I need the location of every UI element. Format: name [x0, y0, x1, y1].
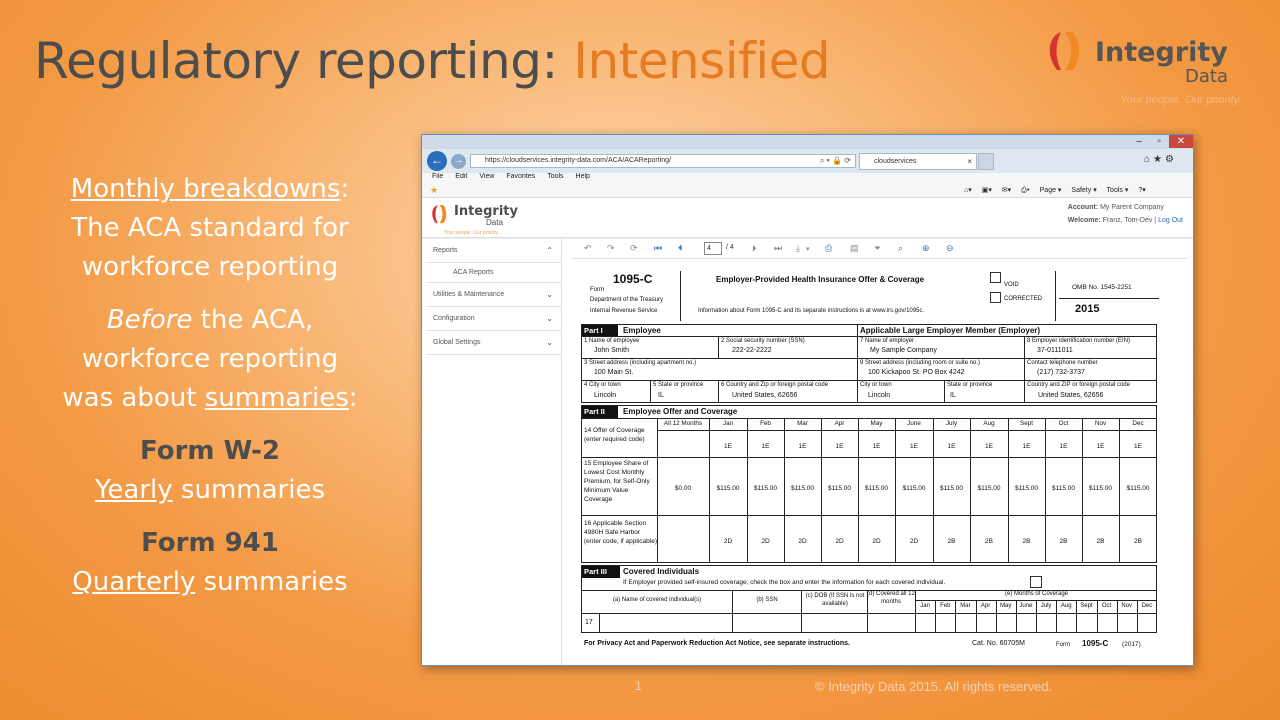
part2-heading: Employee Offer and Coverage — [623, 407, 738, 416]
grid-line — [867, 590, 868, 633]
f2-value: 222-22-2222 — [732, 347, 772, 354]
row15-label: 15 Employee Share of Lowest Cost Monthly Premium, for Self-Only Minimum Value Coverage — [584, 460, 650, 503]
part3-note: If Employer provided self-insured coverage, check the box and enter the information for each covered individual. — [623, 579, 946, 586]
form-info: Information about Form 1095-C and its separate instructions is at www.irs.gov/1095c. — [698, 308, 925, 314]
row16-cell: 2D — [872, 538, 881, 545]
month-header: Sept — [1020, 420, 1033, 427]
yearly-line — [40, 471, 380, 510]
sidebar — [426, 239, 562, 666]
form-941-heading: Form 941 — [141, 528, 279, 558]
row16-cell: 2D — [723, 538, 733, 545]
filter-icon[interactable]: ⏷ — [874, 243, 882, 253]
minimize-button[interactable]: – — [1136, 136, 1142, 147]
sidebar-item-utilities[interactable] — [426, 283, 561, 307]
f13-value: United States, 62656 — [1038, 392, 1104, 399]
f4-label: 4 City or town — [584, 382, 621, 388]
row14-cell: 1E — [985, 443, 993, 450]
f11-value: Lincoln — [868, 392, 891, 399]
f6-value: United States, 62656 — [732, 392, 798, 399]
row15-cell: $0.00 — [674, 485, 692, 492]
logo-sub: Data — [1185, 66, 1228, 87]
row14-cell: 1E — [872, 443, 881, 450]
row14-label: 14 Offer of Coverage (enter required code) — [584, 427, 645, 443]
address-row — [422, 149, 1193, 173]
mail-icon[interactable]: ✉▾ — [1001, 187, 1012, 194]
colon: : — [348, 383, 358, 413]
f11-label: City or town — [860, 382, 892, 388]
print-icon[interactable]: ⎙▾ — [1021, 187, 1030, 194]
sidebar-item-label: Configuration — [433, 315, 475, 322]
corrected-checkbox[interactable] — [990, 292, 1001, 303]
close-tab-icon[interactable]: × — [967, 157, 972, 166]
p3-month-header: Mar — [960, 603, 971, 609]
p3-month-header: Sept — [1080, 603, 1093, 609]
f10-value: (217) 732-3737 — [1037, 369, 1085, 376]
zoom-out-icon[interactable]: ⊖ — [946, 243, 954, 253]
home-dropdown-icon[interactable]: ⌂▾ — [964, 187, 972, 194]
grid-line — [599, 613, 600, 633]
grid-line — [581, 515, 1157, 516]
part1-badge: Part I — [582, 325, 618, 337]
app-header — [422, 198, 1193, 238]
p3c-header: (c) DOB (If SSN is not available) — [805, 593, 865, 607]
close-button[interactable]: ✕ — [1169, 135, 1193, 148]
month-header: July — [945, 420, 958, 427]
feeds-icon[interactable]: ▣▾ — [981, 187, 992, 194]
row16-cell: 2D — [835, 538, 844, 545]
row14-cell: 1E — [724, 443, 732, 450]
p3-month-header: June — [1019, 603, 1033, 609]
footer-form-number: 1095-C — [1082, 639, 1109, 648]
app-logo-sub: Data — [486, 218, 503, 227]
row14-cell: 1E — [947, 443, 956, 450]
f5-label: 5 State or province — [653, 382, 704, 388]
part3-heading: Covered Individuals — [623, 567, 700, 576]
refresh-icon[interactable]: ⟳ — [630, 243, 638, 253]
forward-button[interactable]: → — [451, 154, 466, 169]
colon: : — [340, 174, 350, 204]
new-tab-button[interactable] — [978, 153, 994, 170]
left-line-2: The ACA standard for — [71, 213, 349, 243]
account-label: Account: — [1067, 204, 1099, 211]
p3-month-header: May — [1000, 603, 1012, 609]
row14-cell: 1E — [1022, 443, 1031, 450]
menu-help[interactable]: Help — [575, 173, 590, 180]
row16-label: 16 Applicable Section 4980H Safe Harbor (enter code, if applicable) — [584, 520, 657, 545]
account-value: My Parent Company — [1100, 204, 1164, 211]
f9-value: 100 Kickapoo St. PO Box 4242 — [868, 369, 965, 376]
f2-label: 2 Social security number (SSN) — [721, 338, 805, 344]
left-line-3: workforce reporting — [81, 252, 339, 282]
form-w2-heading: Form W-2 — [140, 436, 280, 466]
month-header: Jan — [722, 420, 734, 427]
p3-month-header: Oct — [1101, 603, 1112, 609]
logo-tagline: Your people. Our priority. — [1120, 94, 1242, 106]
logout-link[interactable]: Log Out — [1158, 217, 1183, 224]
menu-tools[interactable]: Tools — [547, 173, 564, 180]
menu-file[interactable]: File — [432, 173, 444, 180]
f3-label: 3 Street address (including apartment no.) — [584, 360, 697, 366]
part1-employee-heading: Employee — [623, 326, 661, 335]
chevron-down-icon: ⌄ — [546, 338, 553, 347]
month-header: All 12 Months — [663, 420, 703, 427]
p3-month-header: July — [1040, 603, 1052, 609]
row14-cell: 1E — [1059, 443, 1068, 450]
command-bar — [422, 184, 1193, 198]
row15-cell: $115.00 — [977, 485, 1001, 492]
form-label: Form — [590, 287, 604, 293]
logo-name: Integrity — [1095, 37, 1228, 68]
row16-cell: 2B — [1059, 538, 1068, 545]
left-text-block — [40, 170, 380, 602]
part3-badge: Part III — [582, 566, 620, 578]
privacy-notice: For Privacy Act and Paperwork Reduction Act Notice, see separate instructions. — [584, 640, 850, 647]
row14-cell: 1E — [1134, 443, 1142, 450]
f5-value: IL — [658, 392, 664, 399]
row15-cell: $115.00 — [1014, 485, 1038, 492]
sidebar-item-reports[interactable] — [426, 239, 561, 263]
f8-label: 8 Employer identification number (EIN) — [1027, 338, 1131, 344]
row15-cell: $115.00 — [716, 485, 740, 492]
month-header: Nov — [1094, 420, 1107, 427]
grid-line — [581, 457, 1157, 458]
maximize-button[interactable]: ▫ — [1157, 136, 1161, 147]
row15-cell: $115.00 — [1051, 485, 1075, 492]
toolbar-icons — [1144, 154, 1177, 165]
p3-month-header: Apr — [980, 603, 991, 609]
sidebar-item-global-settings[interactable] — [426, 331, 561, 355]
first-page-icon[interactable]: ⏮ — [654, 243, 663, 253]
sidebar-item-aca-reports[interactable]: ACA Reports — [426, 263, 561, 283]
row14-cell: 1E — [910, 443, 918, 450]
left-line-6 — [40, 379, 380, 418]
row15-cell: $115.00 — [790, 485, 814, 492]
void-checkbox[interactable] — [990, 272, 1001, 283]
save-icon[interactable]: ⤓ — [796, 243, 800, 253]
pdf-toolbar — [572, 239, 1187, 259]
settings-gear-icon[interactable]: ⚙ — [1165, 154, 1177, 165]
grid-line — [732, 590, 733, 633]
browser-window — [421, 134, 1194, 666]
month-header: Feb — [760, 420, 771, 427]
last-page-icon[interactable]: ⏭ — [774, 243, 783, 253]
sidebar-item-label: Utilities & Maintenance — [433, 291, 505, 298]
app-body — [422, 239, 1193, 666]
copyright: © Integrity Data 2015. All rights reserved. — [815, 679, 1053, 694]
tab-title: cloudservices — [874, 158, 917, 165]
p3d-header: (d) Covered all 12 months — [867, 591, 915, 605]
row14-cell: 1E — [1096, 443, 1105, 450]
row15-cell: $115.00 — [902, 485, 926, 492]
sidebar-item-label: Reports — [433, 247, 458, 254]
slide-title — [34, 32, 830, 90]
tools-menu[interactable]: Tools ▾ — [1106, 187, 1129, 194]
title-accent: Intensified — [573, 32, 831, 90]
monthly-breakdowns: Monthly breakdowns — [70, 174, 341, 204]
account-info: Account: My Parent Company Welcome: Franz, Tom-Dev | Log Out — [1067, 204, 1183, 224]
logo-mark-icon — [1045, 30, 1091, 76]
save-dropdown-icon[interactable]: ▾ — [806, 246, 810, 253]
welcome-label: Welcome: — [1067, 217, 1101, 224]
favorites-star-icon[interactable]: ★ — [1153, 154, 1166, 165]
p3-month-header: Nov — [1121, 603, 1133, 609]
month-header: Oct — [1058, 420, 1069, 427]
app-logo-mark-icon — [430, 204, 452, 226]
f1-label: 1 Name of employee — [584, 338, 640, 344]
page-number-input[interactable]: 4 — [704, 242, 722, 255]
row15-cell: $115.00 — [864, 485, 888, 492]
export-icon[interactable]: ▤ — [850, 243, 859, 253]
menu-edit[interactable]: Edit — [455, 173, 468, 180]
f12-value: IL — [950, 392, 956, 399]
footer-form-label: Form — [1056, 642, 1070, 648]
undo-icon[interactable]: ↶ — [584, 243, 592, 253]
month-header: Dec — [1132, 420, 1144, 427]
dept-treasury: Department of the Treasury — [590, 297, 664, 303]
f1-value: John Smith — [594, 347, 630, 354]
chevron-down-icon: ⌄ — [546, 290, 553, 299]
print-icon[interactable]: ⎙ — [825, 243, 833, 253]
f7-value: My Sample Company — [870, 347, 937, 354]
page-total: / 4 — [726, 244, 734, 251]
grid-line — [915, 590, 916, 633]
row16-cell: 2D — [761, 538, 770, 545]
part2-badge: Part II — [582, 406, 618, 418]
dept-irs: Internal Revenue Service — [590, 308, 658, 314]
catalog-number: Cat. No. 60705M — [972, 640, 1025, 647]
month-header: Aug — [983, 420, 995, 427]
title-main: Regulatory reporting: — [34, 32, 574, 90]
home-icon[interactable]: ⌂ — [1144, 154, 1154, 165]
p3b-header: (b) SSN — [756, 597, 778, 603]
omb-number: OMB No. 1545-2251 — [1072, 284, 1132, 291]
before-text: Before — [106, 305, 193, 335]
yearly-text: Yearly — [94, 475, 173, 505]
menu-favorites[interactable]: Favorites — [506, 173, 536, 180]
f10-label: Contact telephone number — [1027, 360, 1098, 366]
row16-cell: 2D — [798, 538, 807, 545]
month-header: Mar — [797, 420, 808, 427]
welcome-value: Franz, Tom-Dev — [1102, 217, 1153, 224]
f4-value: Lincoln — [594, 392, 617, 399]
command-items — [964, 186, 1154, 195]
app-logo-name: Integrity — [454, 204, 518, 219]
form-1095c — [572, 259, 1187, 666]
p3e-header: (e) Months of Coverage — [1004, 591, 1069, 597]
page-menu[interactable]: Page ▾ — [1039, 187, 1062, 194]
left-line-4 — [40, 301, 380, 340]
p3-month-header: Aug — [1060, 603, 1072, 609]
grid-line — [801, 590, 802, 633]
row16-cell: 2B — [947, 538, 956, 545]
menu-bar — [422, 173, 1193, 184]
p3-month-header: Jan — [920, 603, 930, 609]
menu-view[interactable]: View — [479, 173, 495, 180]
part1-employer-heading: Applicable Large Employer Member (Employer) — [860, 326, 1041, 335]
safety-menu[interactable]: Safety ▾ — [1071, 187, 1097, 194]
void-label: VOID — [1004, 282, 1019, 288]
left-line-1 — [40, 170, 380, 209]
row16-cell: 2B — [985, 538, 993, 545]
month-header: May — [870, 420, 883, 427]
footer-year: (2017) — [1122, 641, 1141, 648]
p3a-header: (a) Name of covered individual(s) — [612, 597, 702, 603]
row14-cell: 1E — [835, 443, 844, 450]
row15-cell: $115.00 — [827, 485, 851, 492]
quarterly-line — [40, 563, 380, 602]
row16-cell: 2D — [909, 538, 919, 545]
row15-cell: $115.00 — [753, 485, 777, 492]
p3-month-header: Dec — [1141, 603, 1153, 609]
form-number: 1095-C — [613, 272, 653, 286]
favorites-bar-icon[interactable]: ★ — [430, 185, 439, 195]
corrected-label: CORRECTED — [1004, 296, 1043, 302]
the-aca-text: the ACA, — [192, 305, 314, 335]
summaries-text: summaries — [172, 475, 325, 505]
chevron-down-icon: ⌄ — [546, 314, 553, 323]
row15-cell: $115.00 — [939, 485, 963, 492]
f7-label: 7 Name of employer — [860, 338, 915, 344]
help-icon[interactable]: ?▾ — [1138, 187, 1146, 194]
address-bar-icons: ⌕ ▾ 🔒 ⟳ — [819, 156, 851, 165]
form-title: Employer-Provided Health Insurance Offer & Coverage — [716, 275, 925, 284]
f9-label: 9 Street address (including room or suite no.) — [860, 360, 981, 366]
app-logo-tag: Your people. Our priority. — [444, 230, 500, 236]
row16-cell: 2B — [1134, 538, 1142, 545]
slide-number: 1 — [635, 679, 642, 693]
url-text: https://cloudservices.integrity-data.com/ACA/ACAReporting/ — [485, 157, 671, 164]
row15-cell: $115.00 — [1088, 485, 1112, 492]
summaries-text: summaries — [195, 567, 348, 597]
row15-cell: $115.00 — [1126, 485, 1150, 492]
address-bar[interactable] — [470, 154, 856, 168]
previous-page-icon[interactable]: ⏴ — [678, 243, 683, 253]
f8-value: 37-0111011 — [1037, 347, 1073, 354]
title-bar — [422, 135, 1193, 149]
form-year: 2015 — [1075, 303, 1100, 315]
quarterly-text: Quarterly — [72, 567, 196, 597]
f12-label: State or province — [947, 382, 993, 388]
redo-icon[interactable]: ↷ — [607, 243, 615, 253]
back-button[interactable]: ← — [427, 151, 447, 171]
month-header: Apr — [834, 420, 845, 427]
f6-label: 6 Country and Zip or foreign postal code — [721, 382, 829, 388]
browser-tab[interactable] — [859, 153, 977, 170]
next-page-icon[interactable]: ⏵ — [752, 243, 757, 253]
sidebar-item-label: Global Settings — [433, 339, 481, 346]
row14-cell: 1E — [798, 443, 807, 450]
left-line-5: workforce reporting — [81, 344, 339, 374]
integrity-data-logo — [1045, 30, 1255, 110]
row17-label: 17 — [585, 619, 593, 626]
summaries-text: summaries — [204, 383, 349, 413]
self-insured-checkbox[interactable] — [1030, 576, 1042, 588]
f3-value: 100 Main St. — [594, 369, 634, 376]
app-logo[interactable] — [430, 204, 518, 236]
row16-cell: 2B — [1096, 538, 1105, 545]
p3-month-header: Feb — [940, 603, 951, 609]
row16-cell: 2B — [1022, 538, 1031, 545]
zoom-in-icon[interactable]: ⊕ — [922, 243, 930, 253]
chevron-up-icon: ⌃ — [546, 246, 553, 255]
search-icon[interactable]: ⌕ — [898, 243, 904, 253]
grid-line — [657, 430, 1157, 431]
month-header: June — [907, 420, 921, 427]
row14-cell: 1E — [761, 443, 770, 450]
sidebar-item-configuration[interactable] — [426, 307, 561, 331]
was-about-text: was about — [62, 383, 205, 413]
f13-label: Country and ZIP or foreign postal code — [1027, 382, 1130, 388]
